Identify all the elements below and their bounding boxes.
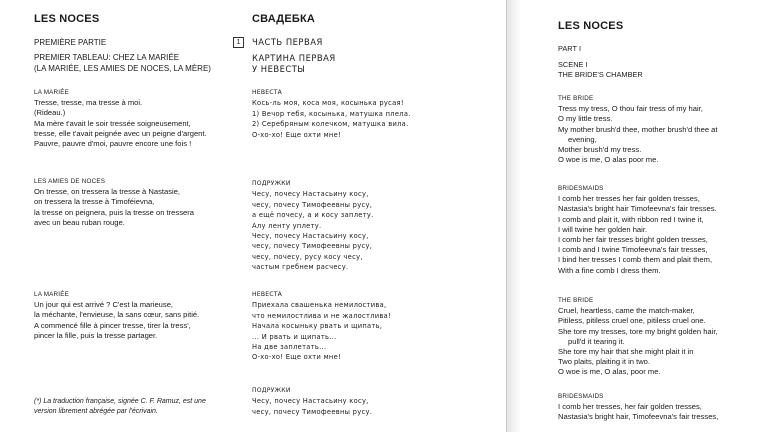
- verse-line: 2) Серебряным колечком, матушка вила.: [252, 120, 409, 129]
- speaker-label: THE BRIDE: [558, 95, 594, 102]
- verse-line: She tore my tresses, tore my bright golden hair,: [558, 326, 718, 336]
- verse-line: Кось-ль моя, коса моя, косынька русая!: [252, 99, 404, 108]
- english-block: [558, 392, 718, 423]
- french-tableau: [34, 53, 211, 74]
- french-tableau-line: (LA MARIÉE, LES AMIES DE NOCES, LA MÈRE): [34, 63, 211, 73]
- speaker-label: THE BRIDE: [558, 297, 594, 304]
- english-part-label: PART I: [558, 44, 582, 53]
- page-number-box: 1: [233, 37, 244, 48]
- verse-line: O my little tress.: [558, 114, 613, 124]
- footnote-line: version librement abrégée par l'écrivain.: [34, 407, 158, 415]
- english-block: [558, 296, 718, 378]
- speaker-label: ПОДРУЖКИ: [252, 180, 291, 187]
- verse-line: Чесу, почесу Настасьину косу,: [252, 397, 369, 406]
- verse-line: чесу, почесу Тимофеевны русу,: [252, 242, 373, 251]
- verse-line: evening,: [568, 134, 597, 144]
- russian-title: СВАДЕБКА: [252, 13, 316, 25]
- verse-line: Ma mère t'avait le soir tressée soigneusement,: [34, 118, 191, 128]
- verse-line: I comb her tresses her fair golden tresses,: [558, 194, 700, 204]
- verse-line: Tresse, tresse, ma tresse à moi.: [34, 98, 143, 108]
- english-title: LES NOCES: [558, 20, 624, 32]
- french-block: [34, 88, 207, 149]
- speaker-label: LA MARIÉE: [34, 89, 70, 96]
- verse-line: I comb and I twine Timofeevna's fair tresses,: [558, 245, 708, 255]
- verse-line: O woe is me, O alas poor me.: [558, 155, 659, 165]
- book-gutter: [506, 0, 507, 432]
- russian-block: [252, 179, 374, 273]
- verse-line: Cruel, heartless, came the match-maker,: [558, 306, 695, 316]
- verse-line: She tore my hair that she might plait it in: [558, 347, 694, 357]
- verse-line: чесу, почесу Тимофеевны русу.: [252, 407, 373, 416]
- verse-line: Nastasia's bright hair, Timofeevna's fair tresses,: [558, 412, 719, 422]
- verse-line: (Rideau.): [34, 108, 66, 118]
- verse-line: I will twine her golden hair.: [558, 224, 648, 234]
- verse-line: Un jour qui est arrivé ? C'est la marieuse,: [34, 300, 174, 310]
- speaker-label: LES AMIES DE NOCES: [34, 178, 106, 185]
- verse-line: on tressera la tresse à Timoféievna,: [34, 197, 155, 207]
- speaker-label: BRIDESMAIDS: [558, 393, 604, 400]
- verse-line: Nastasia's bright hair Timofeevna's fair tresses.: [558, 204, 717, 214]
- verse-line: I comb and plait it, with ribbon red I twine it,: [558, 214, 704, 224]
- translation-footnote: [34, 397, 206, 416]
- verse-line: On tresse, on tressera la tresse à Nastasie,: [34, 187, 181, 197]
- verse-line: чесу, почесу Тимофеевны русу,: [252, 200, 373, 209]
- verse-line: Pauvre, pauvre d'moi, pauvre encore une fois !: [34, 139, 192, 149]
- verse-line: I bind her tresses I comb them and plait them,: [558, 255, 713, 265]
- verse-line: la méchante, l'envieuse, la sans cœur, sans pitié.: [34, 310, 200, 320]
- verse-line: Tress my tress, O thou fair tress of my hair,: [558, 104, 703, 114]
- english-part: [558, 44, 581, 54]
- speaker-label: LA MARIÉE: [34, 291, 70, 298]
- verse-line: ... И рвать и щипать...: [252, 332, 337, 341]
- speaker-label: ПОДРУЖКИ: [252, 387, 291, 394]
- verse-line: Начала косыньку рвать и щипать,: [252, 322, 383, 331]
- russian-scene-line: У НЕВЕСТЫ: [252, 64, 306, 74]
- speaker-label: НЕВЕСТА: [252, 89, 283, 96]
- speaker-label: НЕВЕСТА: [252, 291, 283, 298]
- verse-line: 1) Вечор тебя, косынька, матушка плела.: [252, 109, 411, 118]
- french-tableau-line: PREMIER TABLEAU: CHEZ LA MARIÉE: [34, 53, 180, 62]
- verse-line: О-хо-хо! Еще охти мне!: [252, 353, 341, 362]
- verse-line: На две заплетать...: [252, 343, 327, 352]
- russian-block: [252, 290, 391, 363]
- speaker-label: BRIDESMAIDS: [558, 185, 604, 192]
- verse-line: My mother brush'd thee, mother brush'd thee at: [558, 124, 718, 134]
- verse-line: Чесу, почесу Настасьину косу,: [252, 190, 369, 199]
- verse-line: A commencé fille à pincer tresse, tirer la tress',: [34, 320, 191, 330]
- french-title: LES NOCES: [34, 13, 100, 25]
- verse-line: I comb her tresses, her fair golden tresses,: [558, 402, 702, 412]
- russian-scene: [252, 53, 336, 75]
- english-scene-line: THE BRIDE'S CHAMBER: [558, 70, 643, 79]
- verse-line: avec un beau ruban rouge.: [34, 217, 125, 227]
- verse-line: tresse, elle t'avait peignée avec un peigne d'argent.: [34, 128, 207, 138]
- english-scene: [558, 60, 643, 80]
- verse-line: I comb her fair tresses bright golden tresses,: [558, 235, 708, 245]
- russian-part-label: ЧАСТЬ ПЕРВАЯ: [252, 37, 323, 47]
- verse-line: pincer la fille, puis la tresse partager.: [34, 330, 158, 340]
- verse-line: а ещё почесу, а и косу заплету.: [252, 211, 374, 220]
- russian-block: [252, 88, 411, 140]
- russian-scene-line: КАРТИНА ПЕРВАЯ: [252, 53, 336, 63]
- book-gutter-shadow: [507, 0, 521, 432]
- verse-line: Mother brush'd my tress.: [558, 145, 642, 155]
- verse-line: О-хо-хо! Еще охти мне!: [252, 130, 341, 139]
- verse-line: частым гребнем расчесу.: [252, 263, 349, 272]
- english-block: [558, 94, 718, 165]
- english-scene-line: SCENE I: [558, 60, 588, 69]
- verse-line: Pitiless, pitiless cruel one, pitiless cruel one.: [558, 316, 706, 326]
- russian-part: [252, 37, 323, 48]
- verse-line: O woe is me, O alas, poor me.: [558, 367, 661, 377]
- verse-line: With a fine comb I dress them.: [558, 265, 661, 275]
- verse-line: pull'd it tearing it.: [568, 336, 625, 346]
- french-block: [34, 290, 199, 341]
- verse-line: la tresse on peignera, puis la tresse on tressera: [34, 207, 194, 217]
- footnote-line: (*) La traduction française, signée C. F. Ramuz, est une: [34, 398, 206, 405]
- verse-line: Алу ленту уплету.: [252, 221, 322, 230]
- verse-line: Приехала свашенька немилостива,: [252, 301, 387, 310]
- verse-line: Чесу, почесу Настасьину косу,: [252, 232, 369, 241]
- verse-line: что немилостлива и не жалостлива!: [252, 311, 392, 320]
- english-block: [558, 184, 717, 276]
- french-part-label: PREMIÈRE PARTIE: [34, 38, 107, 47]
- verse-line: Two plaits, plaiting it in two.: [558, 357, 651, 367]
- russian-block: [252, 386, 372, 417]
- french-part: [34, 38, 106, 49]
- verse-line: чесу, почесу, русу косу чесу,: [252, 252, 363, 261]
- french-block: [34, 177, 194, 228]
